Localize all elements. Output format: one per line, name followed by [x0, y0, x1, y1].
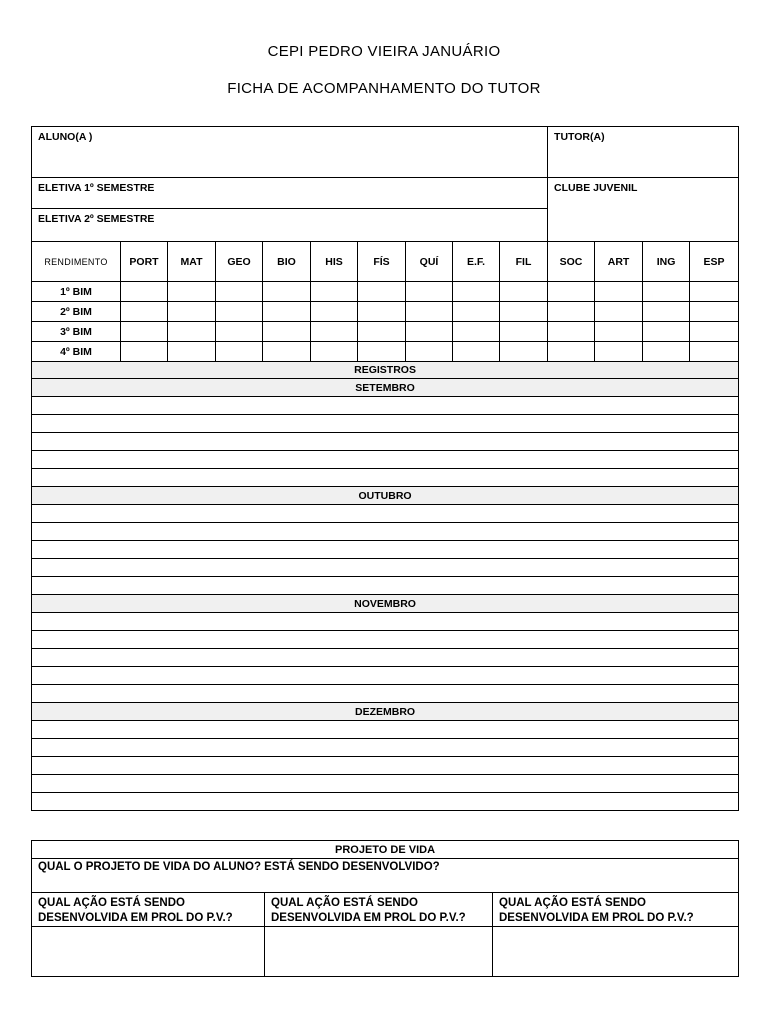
grade-cell[interactable]	[453, 322, 500, 342]
grade-cell[interactable]	[548, 282, 595, 302]
subject-header: FIL	[500, 242, 548, 282]
grade-cell[interactable]	[121, 302, 168, 322]
projeto-de-vida-question[interactable]: QUAL O PROJETO DE VIDA DO ALUNO? ESTÁ SENDO DESENVOLVIDO?	[32, 859, 739, 893]
registro-line[interactable]	[32, 721, 739, 739]
grade-cell[interactable]	[595, 342, 643, 362]
acao-line: DESENVOLVIDA EM PROL DO P.V.?	[271, 912, 466, 924]
grade-cell[interactable]	[263, 322, 311, 342]
grade-cell[interactable]	[311, 342, 358, 362]
grade-cell[interactable]	[595, 302, 643, 322]
grade-cell[interactable]	[168, 302, 216, 322]
registro-line[interactable]	[32, 793, 739, 811]
grade-cell[interactable]	[121, 282, 168, 302]
grade-cell[interactable]	[643, 342, 690, 362]
grade-cell[interactable]	[548, 342, 595, 362]
grade-cell[interactable]	[121, 322, 168, 342]
grade-cell[interactable]	[121, 342, 168, 362]
registro-line[interactable]	[32, 685, 739, 703]
school-name: CEPI PEDRO VIEIRA JANUÁRIO	[267, 43, 501, 60]
registros-title: REGISTROS	[32, 362, 739, 379]
grade-cell[interactable]	[595, 322, 643, 342]
grade-cell[interactable]	[500, 282, 548, 302]
grade-cell[interactable]	[263, 342, 311, 362]
eletiva-2-field[interactable]: ELETIVA 2º SEMESTRE	[38, 212, 155, 225]
month-header: OUTUBRO	[32, 487, 739, 505]
grade-cell[interactable]	[216, 322, 263, 342]
registro-line[interactable]	[32, 613, 739, 631]
acao-question	[265, 893, 493, 927]
grade-cell[interactable]	[453, 302, 500, 322]
grade-cell[interactable]	[358, 302, 406, 322]
subject-header: SOC	[548, 242, 595, 282]
subject-header: ESP	[690, 242, 739, 282]
tutor-form-table	[31, 126, 739, 811]
grade-cell[interactable]	[643, 322, 690, 342]
acao-answer-cell[interactable]	[493, 927, 739, 977]
bimestre-label: 4º BIM	[32, 342, 121, 362]
subject-header: QUÍ	[406, 242, 453, 282]
grade-cell[interactable]	[406, 322, 453, 342]
form-title: FICHA DE ACOMPANHAMENTO DO TUTOR	[227, 80, 541, 97]
subject-header: HIS	[311, 242, 358, 282]
grade-cell[interactable]	[168, 282, 216, 302]
grade-cell[interactable]	[168, 322, 216, 342]
registro-line[interactable]	[32, 775, 739, 793]
grade-cell[interactable]	[311, 282, 358, 302]
grade-cell[interactable]	[358, 322, 406, 342]
grade-cell[interactable]	[263, 302, 311, 322]
grade-cell[interactable]	[453, 342, 500, 362]
subject-header: BIO	[263, 242, 311, 282]
grade-cell[interactable]	[500, 322, 548, 342]
clube-juvenil-field[interactable]: CLUBE JUVENIL	[548, 178, 739, 242]
registro-line[interactable]	[32, 433, 739, 451]
acao-question	[493, 893, 739, 927]
grade-cell[interactable]	[263, 282, 311, 302]
grade-cell[interactable]	[595, 282, 643, 302]
acao-line: DESENVOLVIDA EM PROL DO P.V.?	[499, 912, 694, 924]
month-header: DEZEMBRO	[32, 703, 739, 721]
grade-cell[interactable]	[643, 282, 690, 302]
projeto-de-vida-title: PROJETO DE VIDA	[32, 841, 739, 859]
grade-cell[interactable]	[548, 322, 595, 342]
aluno-field[interactable]: ALUNO(A )	[32, 127, 548, 178]
subject-header: ART	[595, 242, 643, 282]
subject-header: FÍS	[358, 242, 406, 282]
bimestre-label: 2º BIM	[32, 302, 121, 322]
month-header: SETEMBRO	[32, 379, 739, 397]
grade-cell[interactable]	[453, 282, 500, 302]
registro-line[interactable]	[32, 523, 739, 541]
registro-line[interactable]	[32, 469, 739, 487]
grade-cell[interactable]	[358, 282, 406, 302]
grade-cell[interactable]	[690, 342, 739, 362]
registro-line[interactable]	[32, 415, 739, 433]
grade-cell[interactable]	[548, 302, 595, 322]
registro-line[interactable]	[32, 541, 739, 559]
acao-answer-cell[interactable]	[32, 927, 265, 977]
subject-header: GEO	[216, 242, 263, 282]
projeto-de-vida-table	[31, 840, 739, 977]
eletiva-cell	[32, 178, 548, 242]
registro-line[interactable]	[32, 757, 739, 775]
subject-header: ING	[643, 242, 690, 282]
registro-line[interactable]	[32, 739, 739, 757]
subject-header: MAT	[168, 242, 216, 282]
registro-line[interactable]	[32, 505, 739, 523]
grade-cell[interactable]	[216, 302, 263, 322]
eletiva-1-field[interactable]: ELETIVA 1º SEMESTRE	[32, 178, 547, 208]
grade-cell[interactable]	[500, 342, 548, 362]
rendimento-label: RENDIMENTO	[32, 242, 121, 282]
registro-line[interactable]	[32, 577, 739, 595]
acao-answer-cell[interactable]	[265, 927, 493, 977]
registro-line[interactable]	[32, 667, 739, 685]
registro-line[interactable]	[32, 559, 739, 577]
acao-question	[32, 893, 265, 927]
month-header: NOVEMBRO	[32, 595, 739, 613]
subject-header: E.F.	[453, 242, 500, 282]
acao-line: QUAL AÇÃO ESTÁ SENDO	[271, 897, 418, 909]
grade-cell[interactable]	[406, 282, 453, 302]
grade-cell[interactable]	[311, 302, 358, 322]
acao-line: QUAL AÇÃO ESTÁ SENDO	[38, 897, 185, 909]
bimestre-label: 3º BIM	[32, 322, 121, 342]
grade-cell[interactable]	[311, 322, 358, 342]
grade-cell[interactable]	[690, 302, 739, 322]
registro-line[interactable]	[32, 397, 739, 415]
acao-line: QUAL AÇÃO ESTÁ SENDO	[499, 897, 646, 909]
bimestre-label: 1º BIM	[32, 282, 121, 302]
subject-header: PORT	[121, 242, 168, 282]
tutor-field[interactable]: TUTOR(A)	[548, 127, 739, 178]
grade-cell[interactable]	[500, 302, 548, 322]
grade-cell[interactable]	[406, 302, 453, 322]
registro-line[interactable]	[32, 451, 739, 469]
acao-line: DESENVOLVIDA EM PROL DO P.V.?	[38, 912, 233, 924]
registro-line[interactable]	[32, 649, 739, 667]
grade-cell[interactable]	[358, 342, 406, 362]
registro-line[interactable]	[32, 631, 739, 649]
grade-cell[interactable]	[690, 282, 739, 302]
grade-cell[interactable]	[643, 302, 690, 322]
grade-cell[interactable]	[216, 342, 263, 362]
grade-cell[interactable]	[168, 342, 216, 362]
grade-cell[interactable]	[406, 342, 453, 362]
grade-cell[interactable]	[216, 282, 263, 302]
grade-cell[interactable]	[690, 322, 739, 342]
